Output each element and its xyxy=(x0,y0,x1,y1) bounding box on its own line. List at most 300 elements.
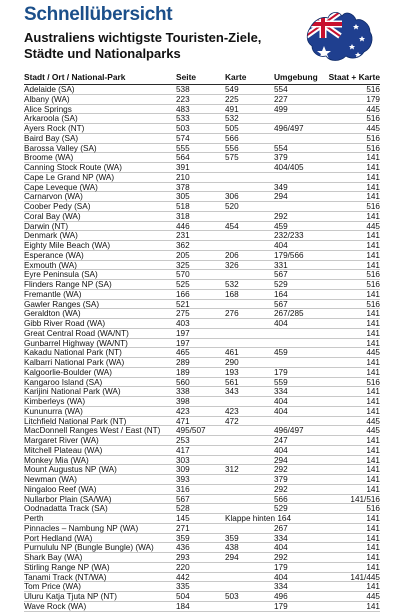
cell-name: Kakadu National Park (NT) xyxy=(24,348,122,358)
cell-staat: 141 xyxy=(366,367,380,377)
cell-staat: 516 xyxy=(366,504,380,514)
table-row xyxy=(24,329,380,339)
cell-umgebung: 227 xyxy=(274,94,288,104)
cell-name: Denmark (WA) xyxy=(24,231,78,241)
cell-umgebung: 459 xyxy=(274,348,288,358)
table-row xyxy=(24,475,380,485)
cell-seite: 197 xyxy=(176,338,190,348)
table-row xyxy=(24,582,380,592)
cell-name: Gunbarrel Highway (WA/NT) xyxy=(24,338,128,348)
cell-karte: 225 xyxy=(225,94,239,104)
cell-karte: 461 xyxy=(225,348,239,358)
cell-staat: 141/445 xyxy=(350,572,380,582)
cell-staat: 516 xyxy=(366,377,380,387)
cell-umgebung: 496/497 xyxy=(274,426,304,436)
cell-staat: 516 xyxy=(366,85,380,94)
cell-staat: 141 xyxy=(366,231,380,241)
cell-umgebung: 292 xyxy=(274,211,288,221)
cell-name: Baird Bay (SA) xyxy=(24,133,79,143)
cell-seite: 398 xyxy=(176,397,190,406)
cell-name: Ningaloo Reef (WA) xyxy=(24,484,97,494)
cell-staat: 141 xyxy=(366,241,380,250)
cell-seite: 338 xyxy=(176,387,190,397)
cell-karte: Klappe hinten 164 xyxy=(225,514,292,523)
cell-seite: 378 xyxy=(176,182,190,192)
table-row xyxy=(24,192,380,202)
cell-seite: 293 xyxy=(176,553,190,562)
cell-name: Mitchell Plateau (WA) xyxy=(24,445,103,455)
cell-karte: 290 xyxy=(225,358,239,367)
column-header-staat: Staat + Karte xyxy=(328,72,380,82)
cell-seite: 223 xyxy=(176,94,190,104)
table-row xyxy=(24,543,380,553)
cell-staat: 445 xyxy=(366,221,380,231)
cell-name: Alice Springs xyxy=(24,104,72,114)
cell-seite: 393 xyxy=(176,475,190,484)
cell-umgebung: 496 xyxy=(274,592,288,601)
cell-name: Flinders Range NP (SA) xyxy=(24,280,112,289)
table-body xyxy=(24,85,380,612)
table-row xyxy=(24,85,380,95)
cell-name: Darwin (NT) xyxy=(24,221,69,231)
table-row xyxy=(24,95,380,105)
table-row xyxy=(24,592,380,602)
cell-umgebung: 331 xyxy=(274,260,288,270)
cell-seite: 446 xyxy=(176,221,190,231)
cell-name: MacDonnell Ranges West / East (NT) xyxy=(24,426,161,436)
cell-seite: 436 xyxy=(176,543,190,553)
cell-name: Coober Pedy (SA) xyxy=(24,202,91,211)
column-header-karte: Karte xyxy=(225,72,247,82)
cell-name: Gibb River Road (WA) xyxy=(24,319,106,328)
cell-name: Tanami Track (NT/WA) xyxy=(24,572,107,582)
cell-seite: 316 xyxy=(176,484,190,494)
cell-staat: 141 xyxy=(366,387,380,397)
cell-staat: 141 xyxy=(366,465,380,475)
cell-name: Coral Bay (WA) xyxy=(24,211,81,221)
cell-karte: 520 xyxy=(225,202,239,211)
cell-name: Shark Bay (WA) xyxy=(24,553,83,562)
cell-name: Barossa Valley (SA) xyxy=(24,143,97,153)
cell-karte: 532 xyxy=(225,280,239,289)
cell-seite: 570 xyxy=(176,270,190,280)
cell-name: Margaret River (WA) xyxy=(24,436,99,445)
cell-seite: 471 xyxy=(176,416,190,426)
cell-staat: 445 xyxy=(366,592,380,601)
cell-umgebung: 404 xyxy=(274,406,288,416)
table-row xyxy=(24,222,380,232)
cell-staat: 141 xyxy=(366,172,380,182)
cell-seite: 184 xyxy=(176,601,190,611)
cell-name: Kalgoorlie-Boulder (WA) xyxy=(24,367,112,377)
table-row xyxy=(24,163,380,173)
cell-seite: 423 xyxy=(176,406,190,416)
cell-seite: 417 xyxy=(176,445,190,455)
cell-seite: 220 xyxy=(176,562,190,572)
table-row xyxy=(24,602,380,612)
cell-name: Stirling Range NP (WA) xyxy=(24,562,110,572)
cell-staat: 516 xyxy=(366,299,380,309)
cell-name: Gawler Ranges (SA) xyxy=(24,299,100,309)
table-row xyxy=(24,426,380,436)
cell-staat: 141 xyxy=(366,250,380,260)
table-row xyxy=(24,261,380,271)
table-row xyxy=(24,485,380,495)
cell-staat: 141 xyxy=(366,153,380,163)
cell-name: Nullarbor Plain (SA/WA) xyxy=(24,494,112,504)
table-row xyxy=(24,280,380,290)
cell-umgebung: 267/285 xyxy=(274,309,304,319)
cell-umgebung: 232/233 xyxy=(274,231,304,241)
cell-staat: 141 xyxy=(366,562,380,572)
column-header-seite: Seite xyxy=(176,72,197,82)
column-header-name: Stadt / Ort / National-Park xyxy=(24,72,126,82)
cell-umgebung: 404 xyxy=(274,319,288,328)
column-header-umgebung: Umgebung xyxy=(274,72,318,82)
cell-seite: 483 xyxy=(176,104,190,114)
cell-name: Monkey Mia (WA) xyxy=(24,455,89,465)
cell-seite: 465 xyxy=(176,348,190,358)
table-row xyxy=(24,573,380,583)
cell-seite: 210 xyxy=(176,172,190,182)
cell-staat: 141 xyxy=(366,358,380,367)
cell-seite: 403 xyxy=(176,319,190,328)
cell-staat: 141 xyxy=(366,475,380,484)
cell-umgebung: 292 xyxy=(274,553,288,562)
cell-name: Newman (WA) xyxy=(24,475,77,484)
cell-umgebung: 267 xyxy=(274,523,288,533)
cell-seite: 325 xyxy=(176,260,190,270)
table-row xyxy=(24,417,380,427)
cell-karte: 532 xyxy=(225,114,239,124)
cell-name: Carnarvon (WA) xyxy=(24,192,83,202)
cell-staat: 141 xyxy=(366,289,380,299)
cell-karte: 561 xyxy=(225,377,239,387)
cell-umgebung: 379 xyxy=(274,153,288,163)
cell-seite: 189 xyxy=(176,367,190,377)
table-row xyxy=(24,407,380,417)
cell-umgebung: 559 xyxy=(274,377,288,387)
cell-name: Cape Leveque (WA) xyxy=(24,182,98,192)
cell-umgebung: 164 xyxy=(274,289,288,299)
cell-umgebung: 247 xyxy=(274,436,288,445)
cell-karte: 575 xyxy=(225,153,239,163)
cell-karte: 491 xyxy=(225,104,239,114)
cell-seite: 391 xyxy=(176,163,190,172)
cell-umgebung: 179 xyxy=(274,601,288,611)
cell-name: Litchfield National Park (NT) xyxy=(24,416,127,426)
table-row xyxy=(24,241,380,251)
cell-staat: 141 xyxy=(366,601,380,611)
cell-umgebung: 294 xyxy=(274,192,288,202)
cell-name: Perth xyxy=(24,514,44,523)
cell-seite: 231 xyxy=(176,231,190,241)
cell-staat: 141 xyxy=(366,319,380,328)
cell-name: Exmouth (WA) xyxy=(24,260,77,270)
cell-umgebung: 566 xyxy=(274,494,288,504)
cell-karte: 454 xyxy=(225,221,239,231)
cell-name: Albany (WA) xyxy=(24,94,70,104)
table-row xyxy=(24,358,380,368)
cell-seite: 495/507 xyxy=(176,426,206,436)
subtitle-line-1: Australiens wichtigste Touristen-Ziele, xyxy=(24,30,262,45)
table-row xyxy=(24,504,380,514)
table-row xyxy=(24,553,380,563)
cell-seite: 253 xyxy=(176,436,190,445)
cell-name: Cape Le Grand NP (WA) xyxy=(24,172,115,182)
cell-seite: 560 xyxy=(176,377,190,387)
cell-staat: 141 xyxy=(366,211,380,221)
australia-flag-icon xyxy=(300,6,380,68)
cell-seite: 145 xyxy=(176,514,190,523)
table-header xyxy=(24,72,380,84)
cell-staat: 141 xyxy=(366,338,380,348)
cell-seite: 518 xyxy=(176,202,190,211)
cell-name: Ayers Rock (NT) xyxy=(24,124,85,133)
cell-staat: 516 xyxy=(366,280,380,289)
table-row xyxy=(24,124,380,134)
table-row xyxy=(24,387,380,397)
cell-umgebung: 179/566 xyxy=(274,250,304,260)
cell-karte: 294 xyxy=(225,553,239,562)
table-row xyxy=(24,105,380,115)
cell-seite: 197 xyxy=(176,328,190,338)
cell-karte: 312 xyxy=(225,465,239,475)
cell-umgebung: 404 xyxy=(274,445,288,455)
cell-umgebung: 529 xyxy=(274,504,288,514)
cell-staat: 141 xyxy=(366,582,380,592)
cell-umgebung: 554 xyxy=(274,143,288,153)
table-row xyxy=(24,270,380,280)
cell-seite: 538 xyxy=(176,85,190,94)
cell-name: Kangaroo Island (SA) xyxy=(24,377,103,387)
cell-staat: 141 xyxy=(366,406,380,416)
cell-seite: 574 xyxy=(176,133,190,143)
table-row xyxy=(24,368,380,378)
cell-umgebung: 379 xyxy=(274,475,288,484)
cell-karte: 556 xyxy=(225,143,239,153)
table-row xyxy=(24,134,380,144)
cell-name: Esperance (WA) xyxy=(24,250,84,260)
cell-umgebung: 529 xyxy=(274,280,288,289)
cell-karte: 306 xyxy=(225,192,239,202)
cell-name: Kununurra (WA) xyxy=(24,406,83,416)
table-row xyxy=(24,309,380,319)
cell-staat: 516 xyxy=(366,143,380,153)
cell-seite: 275 xyxy=(176,309,190,319)
cell-staat: 445 xyxy=(366,104,380,114)
cell-karte: 276 xyxy=(225,309,239,319)
cell-umgebung: 292 xyxy=(274,484,288,494)
cell-karte: 168 xyxy=(225,289,239,299)
cell-staat: 141 xyxy=(366,192,380,202)
cell-staat: 445 xyxy=(366,416,380,426)
table-row xyxy=(24,514,380,524)
cell-staat: 141 xyxy=(366,514,380,523)
cell-karte: 503 xyxy=(225,592,239,601)
cell-umgebung: 554 xyxy=(274,85,288,94)
cell-seite: 442 xyxy=(176,572,190,582)
cell-seite: 289 xyxy=(176,358,190,367)
cell-staat: 141 xyxy=(366,182,380,192)
cell-staat: 141 xyxy=(366,533,380,543)
table-row xyxy=(24,183,380,193)
cell-name: Uluru Katja Tjuta NP (NT) xyxy=(24,592,117,601)
cell-seite: 205 xyxy=(176,250,190,260)
cell-staat: 445 xyxy=(366,426,380,436)
cell-karte: 438 xyxy=(225,543,239,553)
cell-umgebung: 404 xyxy=(274,572,288,582)
cell-umgebung: 349 xyxy=(274,182,288,192)
cell-karte: 343 xyxy=(225,387,239,397)
cell-staat: 516 xyxy=(366,202,380,211)
cell-karte: 505 xyxy=(225,124,239,133)
table-row xyxy=(24,495,380,505)
cell-umgebung: 292 xyxy=(274,465,288,475)
cell-staat: 141 xyxy=(366,445,380,455)
cell-name: Tom Price (WA) xyxy=(24,582,82,592)
cell-name: Eyre Peninsula (SA) xyxy=(24,270,98,280)
table-row xyxy=(24,231,380,241)
cell-staat: 141 xyxy=(366,328,380,338)
cell-staat: 141 xyxy=(366,436,380,445)
cell-staat: 141 xyxy=(366,523,380,533)
cell-staat: 179 xyxy=(366,94,380,104)
cell-name: Arkaroola (SA) xyxy=(24,114,78,124)
table-row xyxy=(24,300,380,310)
subtitle-line-2: Städte und Nationalparks xyxy=(24,46,181,61)
cell-name: Geraldton (WA) xyxy=(24,309,81,319)
table-row xyxy=(24,465,380,475)
cell-umgebung: 334 xyxy=(274,387,288,397)
cell-umgebung: 567 xyxy=(274,270,288,280)
cell-staat: 141 xyxy=(366,455,380,465)
cell-name: Pinnacles – Nambung NP (WA) xyxy=(24,523,139,533)
cell-name: Kalbarri National Park (WA) xyxy=(24,358,125,367)
cell-seite: 335 xyxy=(176,582,190,592)
cell-seite: 271 xyxy=(176,523,190,533)
cell-karte: 193 xyxy=(225,367,239,377)
cell-name: Oodnadatta Track (SA) xyxy=(24,504,108,514)
cell-seite: 504 xyxy=(176,592,190,601)
cell-seite: 303 xyxy=(176,455,190,465)
cell-staat: 141 xyxy=(366,397,380,406)
cell-seite: 525 xyxy=(176,280,190,289)
cell-umgebung: 404 xyxy=(274,397,288,406)
cell-staat: 141 xyxy=(366,260,380,270)
cell-staat: 141 xyxy=(366,309,380,319)
page-title: Schnellübersicht xyxy=(24,4,173,25)
table-row xyxy=(24,534,380,544)
cell-name: Adelaide (SA) xyxy=(24,85,75,94)
cell-umgebung: 459 xyxy=(274,221,288,231)
cell-staat: 141 xyxy=(366,163,380,172)
table-row xyxy=(24,339,380,349)
cell-seite: 533 xyxy=(176,114,190,124)
cell-seite: 362 xyxy=(176,241,190,250)
cell-seite: 318 xyxy=(176,211,190,221)
cell-karte: 326 xyxy=(225,260,239,270)
table-row xyxy=(24,202,380,212)
cell-seite: 564 xyxy=(176,153,190,163)
cell-seite: 166 xyxy=(176,289,190,299)
cell-name: Great Central Road (WA/NT) xyxy=(24,328,129,338)
cell-karte: 359 xyxy=(225,533,239,543)
cell-karte: 472 xyxy=(225,416,239,426)
cell-staat: 141 xyxy=(366,553,380,562)
table-row xyxy=(24,173,380,183)
cell-umgebung: 294 xyxy=(274,455,288,465)
table-row xyxy=(24,456,380,466)
cell-name: Eighty Mile Beach (WA) xyxy=(24,241,111,250)
cell-staat: 445 xyxy=(366,124,380,133)
cell-umgebung: 179 xyxy=(274,562,288,572)
cell-name: Mount Augustus NP (WA) xyxy=(24,465,117,475)
cell-karte: 549 xyxy=(225,85,239,94)
cell-name: Broome (WA) xyxy=(24,153,74,163)
table-row xyxy=(24,114,380,124)
cell-name: Port Hedland (WA) xyxy=(24,533,93,543)
cell-umgebung: 404/405 xyxy=(274,163,304,172)
cell-staat: 516 xyxy=(366,133,380,143)
table-row xyxy=(24,378,380,388)
table-row xyxy=(24,290,380,300)
table-row xyxy=(24,212,380,222)
cell-name: Kimberleys (WA) xyxy=(24,397,86,406)
cell-umgebung: 334 xyxy=(274,533,288,543)
cell-umgebung: 404 xyxy=(274,543,288,553)
table-row xyxy=(24,319,380,329)
cell-staat: 516 xyxy=(366,270,380,280)
cell-seite: 521 xyxy=(176,299,190,309)
cell-umgebung: 404 xyxy=(274,241,288,250)
cell-umgebung: 496/497 xyxy=(274,124,304,133)
cell-staat: 141 xyxy=(366,543,380,553)
cell-umgebung: 567 xyxy=(274,299,288,309)
cell-seite: 567 xyxy=(176,494,190,504)
cell-umgebung: 179 xyxy=(274,367,288,377)
cell-seite: 359 xyxy=(176,533,190,543)
cell-name: Wave Rock (WA) xyxy=(24,601,87,611)
cell-seite: 555 xyxy=(176,143,190,153)
cell-seite: 309 xyxy=(176,465,190,475)
table-row xyxy=(24,436,380,446)
cell-staat: 141 xyxy=(366,484,380,494)
table-row xyxy=(24,563,380,573)
cell-staat: 516 xyxy=(366,114,380,124)
table-row xyxy=(24,524,380,534)
cell-name: Purnululu NP (Bungle Bungle) (WA) xyxy=(24,543,154,553)
cell-name: Canning Stock Route (WA) xyxy=(24,163,122,172)
table-row xyxy=(24,348,380,358)
cell-seite: 503 xyxy=(176,124,190,133)
cell-name: Karijini National Park (WA) xyxy=(24,387,121,397)
cell-karte: 566 xyxy=(225,133,239,143)
table-row xyxy=(24,144,380,154)
cell-name: Fremantle (WA) xyxy=(24,289,82,299)
table-row xyxy=(24,397,380,407)
cell-umgebung: 334 xyxy=(274,582,288,592)
cell-staat: 445 xyxy=(366,348,380,358)
table-row xyxy=(24,446,380,456)
cell-umgebung: 499 xyxy=(274,104,288,114)
table-row xyxy=(24,251,380,261)
table-row xyxy=(24,153,380,163)
cell-seite: 305 xyxy=(176,192,190,202)
cell-seite: 528 xyxy=(176,504,190,514)
cell-karte: 423 xyxy=(225,406,239,416)
cell-staat: 141/516 xyxy=(350,494,380,504)
